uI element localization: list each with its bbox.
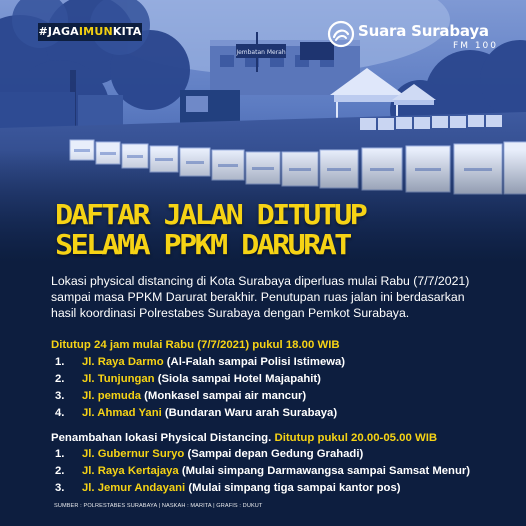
title-line-2: SELAMA PPKM DARURAT xyxy=(55,228,350,261)
list-item xyxy=(51,446,511,463)
street-name: Jl. Gubernur Suryo xyxy=(82,448,185,460)
street-detail: (Al-Falah sampai Polisi Istimewa) xyxy=(166,356,346,368)
logo-name: Suara Surabaya xyxy=(358,22,489,40)
hashtag-suffix: KITA xyxy=(112,25,142,38)
hashtag-badge xyxy=(38,23,142,41)
street-entry xyxy=(82,405,337,422)
section-1-heading: Ditutup 24 jam mulai Rabu (7/7/2021) pukul 18.00 WIB xyxy=(51,339,340,351)
street-entry xyxy=(82,463,470,480)
hashtag-prefix: #JAGA xyxy=(38,25,79,38)
street-name: Jl. Tunjungan xyxy=(82,373,155,385)
item-number: 1. xyxy=(55,356,65,368)
intro-paragraph: Lokasi physical distancing di Kota Surabaya diperluas mulai Rabu (7/7/2021) sampai masa PPKM Darurat berakhir. Penutupan ruas jalan ini berdasarkan hasil koordinasi Polrestabes Surabaya dengan Pemkot Surabaya. xyxy=(51,274,470,320)
street-name: Jl. pemuda xyxy=(82,390,142,402)
street-name: Jl. Jemur Andayani xyxy=(82,482,186,494)
item-number: 1. xyxy=(55,448,65,460)
item-number: 2. xyxy=(55,373,65,385)
source-credits: SUMBER : POLRESTABES SURABAYA | NASKAH : MARITA | GRAFIS : DUKUT xyxy=(54,503,263,509)
street-name: Jl. Ahmad Yani xyxy=(82,407,162,419)
street-detail: (Siola sampai Hotel Majapahit) xyxy=(157,373,321,385)
section-2-heading-tail: Ditutup pukul 20.00-05.00 WIB xyxy=(274,432,438,444)
street-entry xyxy=(82,371,321,388)
list-item xyxy=(51,371,511,388)
street-name: Jl. Raya Darmo xyxy=(82,356,164,368)
list-item xyxy=(51,480,511,497)
section-1-list xyxy=(51,354,511,422)
street-entry xyxy=(82,388,306,405)
street-detail: (Mulai simpang Darmawangsa sampai Samsat Menur) xyxy=(181,465,471,477)
list-item xyxy=(51,388,511,405)
street-entry xyxy=(82,446,363,463)
section-2-heading-lead: Penambahan lokasi Physical Distancing. xyxy=(51,432,272,444)
title-line-1: DAFTAR JALAN DITUTUP xyxy=(55,198,366,231)
item-number: 4. xyxy=(55,407,65,419)
logo-frequency: FM 100 xyxy=(453,41,498,51)
list-item xyxy=(51,354,511,371)
street-entry xyxy=(82,480,401,497)
street-detail: (Monkasel sampai air mancur) xyxy=(144,390,307,402)
hashtag-highlight: IMUN xyxy=(78,25,113,38)
street-detail: (Bundaran Waru arah Surabaya) xyxy=(164,407,338,419)
item-number: 3. xyxy=(55,482,65,494)
item-number: 2. xyxy=(55,465,65,477)
list-item xyxy=(51,405,511,422)
street-detail: (Mulai simpang tiga sampai kantor pos) xyxy=(188,482,401,494)
street-entry xyxy=(82,354,345,371)
list-item xyxy=(51,463,511,480)
item-number: 3. xyxy=(55,390,65,402)
radio-logo-icon xyxy=(327,20,355,48)
suara-surabaya-logo xyxy=(327,20,512,54)
street-detail: (Sampai depan Gedung Grahadi) xyxy=(187,448,364,460)
street-name: Jl. Raya Kertajaya xyxy=(82,465,179,477)
section-2-heading xyxy=(51,431,437,446)
road-sign-text: Jembatan Merah xyxy=(236,49,286,56)
section-2-list xyxy=(51,446,511,497)
poster-title xyxy=(55,200,385,260)
